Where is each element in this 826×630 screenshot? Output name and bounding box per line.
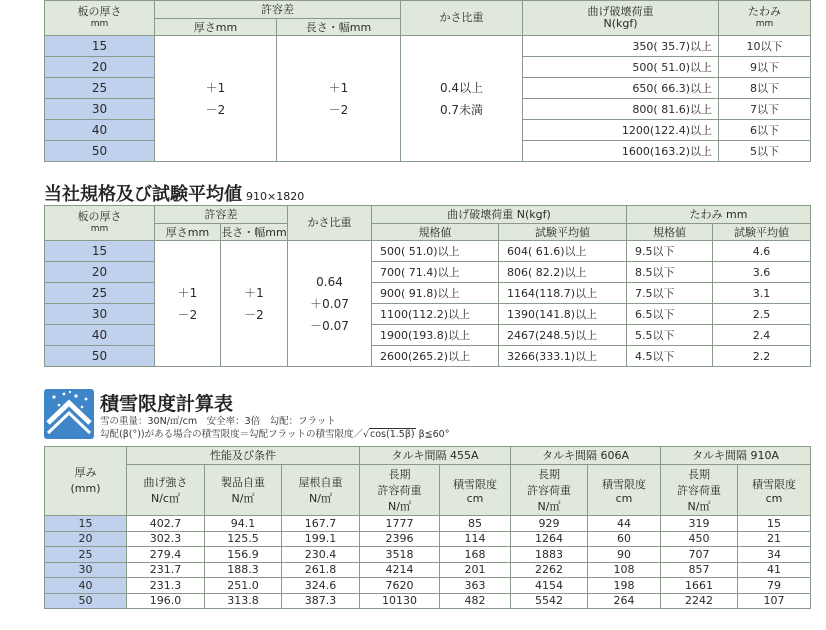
- header-snow-limit-455: [440, 465, 511, 516]
- deflection-value: 10以下: [719, 36, 811, 57]
- density-plus: ＋0.07: [310, 296, 349, 311]
- snow-limit-606-value: 198: [588, 578, 661, 594]
- bending-spec-value: 500( 51.0)以上: [372, 241, 499, 262]
- tol-thickness-minus: －2: [205, 102, 226, 117]
- long-load-label-1: 長期: [538, 468, 561, 481]
- bend-strength-value: 231.7: [127, 562, 205, 578]
- header-bending-spec: 規格値: [372, 224, 499, 241]
- snow-limit-910-value: 21: [738, 531, 811, 547]
- roof-weight-value: 230.4: [282, 547, 360, 563]
- deflection-value: 5以下: [719, 141, 811, 162]
- table-row: [45, 531, 811, 547]
- roof-weight-value: 167.7: [282, 516, 360, 532]
- tol-thickness-plus: ＋1: [177, 285, 198, 300]
- formula-condition: β≦60°: [415, 429, 450, 440]
- section-subtitle-size: 910×1820: [246, 190, 305, 203]
- table-row: [45, 578, 811, 594]
- header-deflection: たわみ mm: [627, 206, 811, 224]
- row-thickness: 25: [45, 283, 155, 304]
- spec-table: [44, 0, 811, 162]
- tol-length-cell: [221, 241, 288, 367]
- bending-spec-value: 1100(112.2)以上: [372, 304, 499, 325]
- header-tol-thickness: 厚さmm: [155, 19, 277, 36]
- snow-note-conditions: 雪の重量：30N/㎡/cm 安全率：3倍 勾配：フラット: [100, 416, 336, 427]
- header-deflection-avg: 試験平均値: [713, 224, 811, 241]
- long-load-606-value: 1883: [511, 547, 588, 563]
- header-self-weight-unit: N/㎡: [231, 492, 255, 505]
- snow-limit-455-value: 201: [440, 562, 511, 578]
- long-load-910-value: 2242: [661, 593, 738, 609]
- snow-limit-910-value: 107: [738, 593, 811, 609]
- long-load-label-1: 長期: [388, 468, 411, 481]
- snow-limit-606-value: 90: [588, 547, 661, 563]
- header-thickness-label: 板の厚さ: [77, 210, 122, 223]
- header-thickness-unit: mm: [90, 224, 109, 234]
- bend-strength-value: 302.3: [127, 531, 205, 547]
- roof-weight-value: 199.1: [282, 531, 360, 547]
- density-minus: －0.07: [310, 318, 349, 333]
- deflection-avg-value: 2.5: [713, 304, 811, 325]
- long-load-label-2: 許容荷重: [527, 484, 572, 497]
- bending-spec-value: 700( 71.4)以上: [372, 262, 499, 283]
- deflection-spec-value: 8.5以下: [627, 262, 713, 283]
- bend-strength-value: 196.0: [127, 593, 205, 609]
- snow-limit-455-value: 482: [440, 593, 511, 609]
- bending-avg-value: 806( 82.2)以上: [499, 262, 627, 283]
- bending-avg-value: 2467(248.5)以上: [499, 325, 627, 346]
- snow-limit-606-value: 264: [588, 593, 661, 609]
- long-load-label-2: 許容荷重: [377, 484, 422, 497]
- snow-limit-unit: cm: [765, 491, 783, 505]
- self-weight-value: 313.8: [205, 593, 282, 609]
- tol-length-plus: ＋1: [244, 285, 264, 300]
- roof-weight-value: 387.3: [282, 593, 360, 609]
- density-cell: [288, 241, 372, 367]
- long-load-455-value: 1777: [360, 516, 440, 532]
- snow-limit-455-value: 168: [440, 547, 511, 563]
- tol-thickness-cell: [155, 36, 277, 162]
- header-tol-thickness: 厚さmm: [155, 224, 221, 241]
- header-long-load-455: [360, 465, 440, 516]
- header-thickness-unit: mm: [90, 19, 109, 29]
- snow-limit-455-value: 85: [440, 516, 511, 532]
- long-load-455-value: 7620: [360, 578, 440, 594]
- self-weight-value: 188.3: [205, 562, 282, 578]
- density-nominal: 0.64: [316, 274, 343, 289]
- long-load-606-value: 929: [511, 516, 588, 532]
- long-load-unit: N/㎡: [537, 500, 561, 513]
- long-load-910-value: 450: [661, 531, 738, 547]
- bending-spec-value: 900( 91.8)以上: [372, 283, 499, 304]
- long-load-606-value: 2262: [511, 562, 588, 578]
- header-thickness-label: 厚み: [74, 466, 97, 479]
- snow-limit-455-value: 363: [440, 578, 511, 594]
- deflection-value: 8以下: [719, 78, 811, 99]
- header-thickness-label: 板の厚さ: [77, 5, 122, 18]
- long-load-910-value: 1661: [661, 578, 738, 594]
- header-bend-strength-unit: N/c㎡: [151, 492, 180, 505]
- row-thickness: 15: [45, 516, 127, 532]
- row-thickness: 30: [45, 99, 155, 120]
- row-thickness: 15: [45, 241, 155, 262]
- snow-limit-unit: cm: [615, 491, 633, 505]
- deflection-spec-value: 9.5以下: [627, 241, 713, 262]
- bending-value: 800( 81.6)以上: [523, 99, 719, 120]
- header-bending: [523, 1, 719, 36]
- header-bending-label: 曲げ破壊荷重: [587, 5, 654, 18]
- snow-roof-icon: [44, 389, 94, 439]
- density-cell: [401, 36, 523, 162]
- formula-sqrt: cos(1.5β): [370, 429, 415, 440]
- bending-avg-value: 3266(333.1)以上: [499, 346, 627, 367]
- snow-limit-910-value: 41: [738, 562, 811, 578]
- formula-text: 勾配(β(°))がある場合の積雪限度＝勾配フラットの積雪限度／: [100, 429, 363, 440]
- section-title-snow: 積雪限度計算表: [100, 393, 234, 415]
- bending-value: 650( 66.3)以上: [523, 78, 719, 99]
- header-long-load-606: [511, 465, 588, 516]
- header-self-weight: [205, 465, 282, 516]
- header-bending-unit: N(kgf): [603, 17, 638, 30]
- tol-thickness-plus: ＋1: [205, 80, 226, 95]
- snow-limit-label: 積雪限度: [752, 477, 797, 491]
- long-load-606-value: 4154: [511, 578, 588, 594]
- header-snow-limit-606: [588, 465, 661, 516]
- header-thickness: [45, 1, 155, 36]
- header-density: かさ比重: [288, 206, 372, 241]
- header-bending-avg: 試験平均値: [499, 224, 627, 241]
- header-tol-length: 長さ・幅mm: [277, 19, 401, 36]
- header-deflection-spec: 規格値: [627, 224, 713, 241]
- bending-avg-value: 604( 61.6)以上: [499, 241, 627, 262]
- bending-avg-value: 1164(118.7)以上: [499, 283, 627, 304]
- snow-limit-910-value: 15: [738, 516, 811, 532]
- header-roof-weight-unit: N/㎡: [309, 492, 332, 505]
- bend-strength-value: 402.7: [127, 516, 205, 532]
- header-roof-weight-label: 屋根自重: [298, 476, 343, 489]
- bending-avg-value: 1390(141.8)以上: [499, 304, 627, 325]
- long-load-label-2: 許容荷重: [677, 484, 722, 497]
- deflection-avg-value: 3.6: [713, 262, 811, 283]
- header-thickness: [45, 206, 155, 241]
- header-self-weight-label: 製品自重: [221, 476, 265, 489]
- long-load-606-value: 5542: [511, 593, 588, 609]
- company-spec-table: [44, 205, 811, 367]
- header-span-606: タルキ間隔 606A: [511, 447, 661, 465]
- table-row: [45, 593, 811, 609]
- snow-limit-table: [44, 446, 811, 609]
- tol-length-plus: ＋1: [328, 80, 349, 95]
- bending-value: 500( 51.0)以上: [523, 57, 719, 78]
- deflection-avg-value: 2.2: [713, 346, 811, 367]
- self-weight-value: 156.9: [205, 547, 282, 563]
- row-thickness: 40: [45, 120, 155, 141]
- row-thickness: 25: [45, 78, 155, 99]
- table-row: [45, 516, 811, 532]
- snow-limit-606-value: 108: [588, 562, 661, 578]
- snow-limit-606-value: 44: [588, 516, 661, 532]
- deflection-spec-value: 7.5以下: [627, 283, 713, 304]
- header-density: かさ比重: [401, 1, 523, 36]
- long-load-455-value: 10130: [360, 593, 440, 609]
- snow-note-formula: 勾配(β(°))がある場合の積雪限度＝勾配フラットの積雪限度／√cos(1.5β) β≦60°: [100, 429, 450, 440]
- self-weight-value: 251.0: [205, 578, 282, 594]
- long-load-unit: N/㎡: [687, 500, 711, 513]
- deflection-value: 9以下: [719, 57, 811, 78]
- snow-limit-455-value: 114: [440, 531, 511, 547]
- snow-limit-unit: cm: [466, 491, 484, 505]
- roof-weight-value: 261.8: [282, 562, 360, 578]
- header-long-load-910: [661, 465, 738, 516]
- tol-length-cell: [277, 36, 401, 162]
- deflection-spec-value: 5.5以下: [627, 325, 713, 346]
- density-max: 0.7未満: [439, 102, 484, 117]
- snow-limit-606-value: 60: [588, 531, 661, 547]
- deflection-value: 6以下: [719, 120, 811, 141]
- row-thickness: 50: [45, 593, 127, 609]
- row-thickness: 40: [45, 578, 127, 594]
- row-thickness: 20: [45, 531, 127, 547]
- bending-value: 350( 35.7)以上: [523, 36, 719, 57]
- row-thickness: 40: [45, 325, 155, 346]
- section-title-company-spec: [44, 180, 304, 206]
- bending-spec-value: 1900(193.8)以上: [372, 325, 499, 346]
- row-thickness: 30: [45, 562, 127, 578]
- header-tolerance: 許容差: [155, 1, 401, 19]
- row-thickness: 20: [45, 262, 155, 283]
- row-thickness: 50: [45, 346, 155, 367]
- density-min: 0.4以上: [439, 80, 484, 95]
- bend-strength-value: 231.3: [127, 578, 205, 594]
- row-thickness: 25: [45, 547, 127, 563]
- snow-limit-910-value: 34: [738, 547, 811, 563]
- snow-limit-label: 積雪限度: [453, 477, 498, 491]
- long-load-455-value: 3518: [360, 547, 440, 563]
- long-load-unit: N/㎡: [388, 500, 411, 513]
- long-load-910-value: 319: [661, 516, 738, 532]
- tol-thickness-minus: －2: [177, 307, 198, 322]
- snow-limit-label: 積雪限度: [602, 477, 647, 491]
- long-load-606-value: 1264: [511, 531, 588, 547]
- deflection-spec-value: 4.5以下: [627, 346, 713, 367]
- header-tolerance: 許容差: [155, 206, 288, 224]
- header-thickness: [45, 447, 127, 516]
- header-tol-length: 長さ・幅mm: [221, 224, 288, 241]
- header-span-455: タルキ間隔 455A: [360, 447, 511, 465]
- tol-length-minus: －2: [244, 307, 264, 322]
- row-thickness: 50: [45, 141, 155, 162]
- deflection-spec-value: 6.5以下: [627, 304, 713, 325]
- bending-spec-value: 2600(265.2)以上: [372, 346, 499, 367]
- header-deflection-label: たわみ: [748, 5, 781, 18]
- deflection-value: 7以下: [719, 99, 811, 120]
- row-thickness: 30: [45, 304, 155, 325]
- row-thickness: 15: [45, 36, 155, 57]
- long-load-455-value: 2396: [360, 531, 440, 547]
- header-thickness-unit: (mm): [70, 482, 101, 495]
- deflection-avg-value: 2.4: [713, 325, 811, 346]
- long-load-label-1: 長期: [688, 468, 711, 481]
- self-weight-value: 94.1: [205, 516, 282, 532]
- header-bend-strength-label: 曲げ強さ: [143, 476, 188, 489]
- long-load-910-value: 707: [661, 547, 738, 563]
- long-load-455-value: 4214: [360, 562, 440, 578]
- header-bending: 曲げ破壊荷重 N(kgf): [372, 206, 627, 224]
- header-performance: 性能及び条件: [127, 447, 360, 465]
- header-bend-strength: [127, 465, 205, 516]
- snow-limit-910-value: 79: [738, 578, 811, 594]
- deflection-avg-value: 3.1: [713, 283, 811, 304]
- header-deflection-unit: mm: [755, 19, 774, 29]
- long-load-910-value: 857: [661, 562, 738, 578]
- bending-value: 1200(122.4)以上: [523, 120, 719, 141]
- deflection-avg-value: 4.6: [713, 241, 811, 262]
- header-deflection: [719, 1, 811, 36]
- self-weight-value: 125.5: [205, 531, 282, 547]
- table-row: [45, 547, 811, 563]
- section-title-text: 当社規格及び試験平均値: [44, 184, 242, 205]
- bend-strength-value: 279.4: [127, 547, 205, 563]
- bending-value: 1600(163.2)以上: [523, 141, 719, 162]
- tol-length-minus: －2: [328, 102, 349, 117]
- header-span-910: タルキ間隔 910A: [661, 447, 811, 465]
- header-roof-weight: [282, 465, 360, 516]
- row-thickness: 20: [45, 57, 155, 78]
- tol-thickness-cell: [155, 241, 221, 367]
- roof-weight-value: 324.6: [282, 578, 360, 594]
- header-snow-limit-910: [738, 465, 811, 516]
- table-row: [45, 562, 811, 578]
